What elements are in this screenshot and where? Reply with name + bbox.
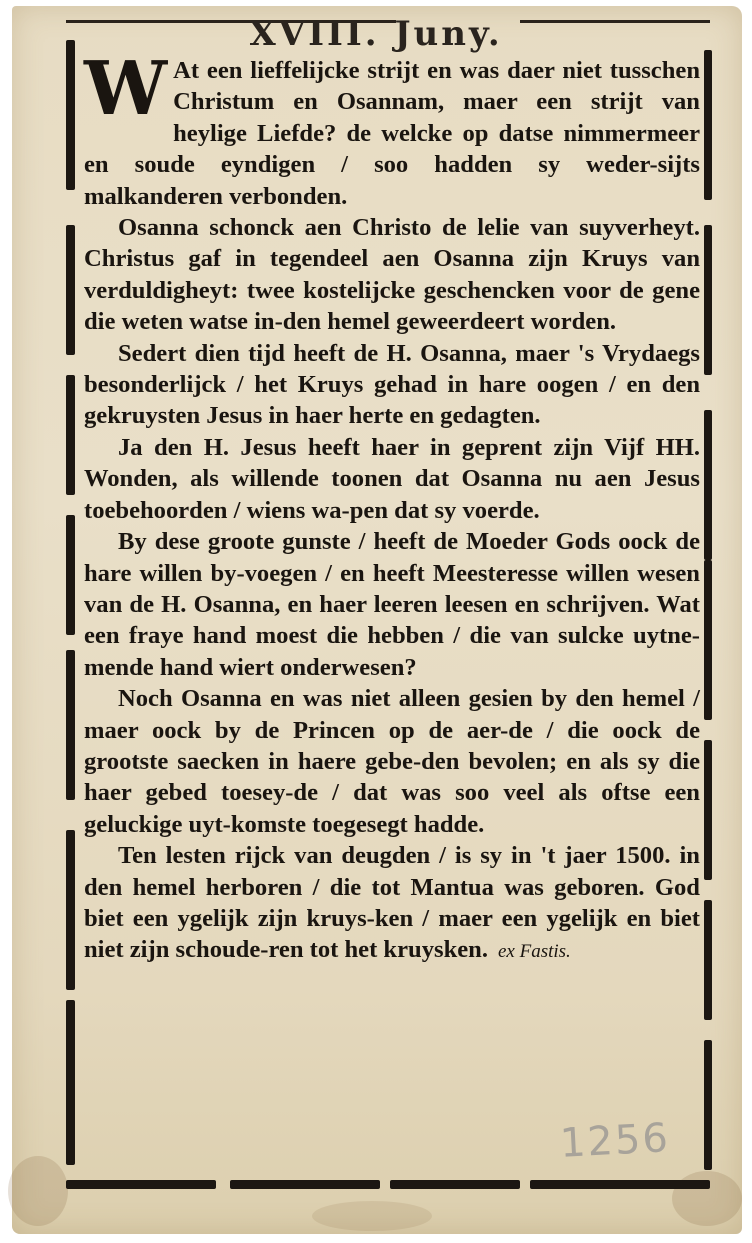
paragraph <box>84 840 700 968</box>
left-border-rule <box>66 375 75 495</box>
left-border-rule <box>66 650 75 800</box>
paragraph-text: At een lieffelijcke strijt en was daer niet tusschen Christum en Osannam, maer een strijt van heylige Liefde? de welcke op datse nimmermeer en soude eyndigen / soo hadden sy weder-sijts malkanderen verbonden. <box>84 57 700 210</box>
paragraph <box>84 46 700 212</box>
pencil-inventory-number: 1256 <box>558 1115 671 1167</box>
right-border-rule <box>704 225 712 375</box>
right-border-rule <box>704 50 712 200</box>
paragraph-text: Ten lesten rijck van deugden / is sy in 't jaer 1500. in den hemel herboren / die tot Mantua was geboren. God biet een ygelijk zijn kruys-ken / maer een ygelijk en biet niet zijn schoude-ren tot het kruysken. <box>84 842 700 964</box>
paragraph: By dese groote gunste / heeft de Moeder Gods oock de hare willen by-voegen / en heeft Meesteresse willen wesen van de H. Osanna, en haer leeren leesen en schrijven. Wat een fraye hand moest die hebben / die van sulcke uytne-mende hand wiert onderwesen? <box>84 528 700 681</box>
left-border-rule <box>66 225 75 355</box>
left-border-rule <box>66 1000 75 1165</box>
right-border-rule <box>704 740 712 880</box>
right-border-rule <box>704 1040 712 1170</box>
drop-cap: W <box>84 46 168 132</box>
right-border-rule <box>704 560 712 720</box>
bottom-rule <box>390 1180 520 1189</box>
paper-stain <box>8 1156 68 1226</box>
right-border-rule <box>704 410 712 560</box>
left-border-rule <box>66 515 75 635</box>
bottom-rule <box>530 1180 710 1189</box>
left-border-rule <box>66 40 75 190</box>
source-citation: ex Fastis. <box>497 941 571 963</box>
left-border-rule <box>66 830 75 990</box>
page-heading: XVIII. Juny. <box>249 14 503 54</box>
document-body <box>84 46 700 968</box>
bottom-rule <box>230 1180 380 1189</box>
paragraph: Sedert dien tijd heeft de H. Osanna, maer 's Vrydaegs besonderlijck / het Kruys gehad in hare oogen / en den gekruysten Jesus in haer herte en gedagten. <box>84 339 700 430</box>
paragraph: Noch Osanna en was niet alleen gesien by den hemel / maer oock by de Princen op de aer-de / die oock de grootste saecken in haere gebe-den bevolen; en als sy die haer gebed toesey-de / dat was soo veel als oftse een geluckige uyt-komste toegesegt hadde. <box>84 685 700 838</box>
right-border-rule <box>704 900 712 1020</box>
paragraph: Osanna schonck aen Christo de lelie van suyverheyt. Christus gaf in tegendeel aen Osanna zijn Kruys van verduldigheyt: twee kostelijcke geschencken voor de gene die weten watse in-den hemel geweerdeert worden. <box>84 214 700 336</box>
paragraph: Ja den H. Jesus heeft haer in geprent zijn Vijf HH. Wonden, als willende toonen dat Osanna nu aen Jesus toebehoorden / wiens wa-pen dat sy voerde. <box>84 433 700 524</box>
bottom-rule <box>66 1180 216 1189</box>
paper-stain <box>312 1201 432 1231</box>
